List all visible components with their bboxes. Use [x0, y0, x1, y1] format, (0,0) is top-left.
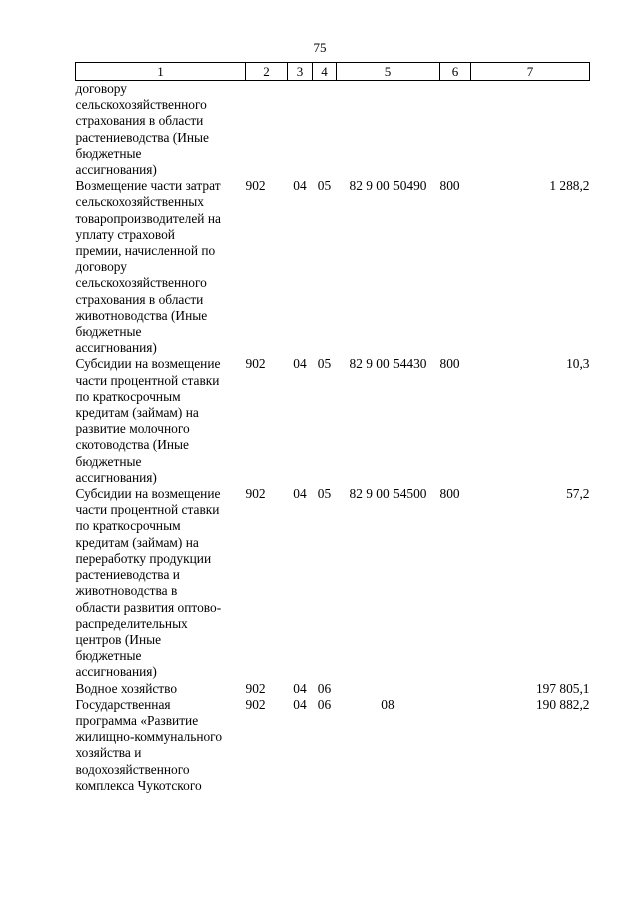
row-expense-type: [440, 697, 471, 794]
budget-table: [75, 62, 590, 794]
header-col-1: 1: [76, 63, 246, 81]
table-row: [76, 178, 590, 356]
row-gov-code: 902: [245, 486, 266, 502]
row-target-article: 08: [381, 696, 395, 712]
row-expense-type: 800: [439, 178, 460, 194]
row-target-article: [337, 681, 440, 697]
row-name: Субсидии на возмещение части процентной ставки по краткосрочным кредитам (займам) на развитие молочного скотоводства (Иные бюджетные ассигнования): [75, 356, 221, 485]
header-col-6: 6: [440, 63, 471, 81]
row-section: 04: [293, 680, 307, 696]
row-gov-code: 902: [245, 696, 266, 712]
row-name: Возмещение части затрат сельскохозяйственных товаропроизводителей на уплату страховой премии, начисленной по договору сельскохозяйственного страхования в области животноводства (Иные бюджетные ассигнования): [75, 178, 221, 356]
table-row: [76, 486, 590, 680]
row-target-article: 82 9 00 54500: [349, 486, 427, 502]
table-body: [76, 81, 590, 794]
row-section: 04: [293, 356, 307, 372]
header-col-2: 2: [246, 63, 288, 81]
page-number: 75: [313, 40, 327, 55]
row-amount: 10,3: [566, 356, 590, 372]
row-target-article: 82 9 00 50490: [349, 178, 427, 194]
row-gov-code: 902: [245, 680, 266, 696]
row-subsection: 05: [317, 486, 332, 502]
header-col-4: 4: [313, 63, 337, 81]
row-subsection: [313, 81, 337, 179]
row-name: договору сельскохозяйственного страхования в области растениеводства (Иные бюджетные ассигнования): [75, 81, 209, 178]
table-header: [76, 63, 590, 81]
row-name: Субсидии на возмещение части процентной ставки по краткосрочным кредитам (займам) на переработку продукции растениеводства и животноводства в области развития оптово- распределительных центров (Иные бюджетные ассигнования): [75, 486, 222, 680]
row-gov-code: 902: [245, 178, 266, 194]
row-target-article: 82 9 00 54430: [349, 356, 427, 372]
row-amount: [471, 81, 590, 179]
row-gov-code: [246, 81, 288, 179]
row-section: 04: [293, 486, 307, 502]
row-amount: 1 288,2: [549, 178, 590, 194]
row-subsection: 06: [317, 696, 332, 712]
row-section: 04: [293, 696, 307, 712]
header-col-7: 7: [471, 63, 590, 81]
row-section: [288, 81, 313, 179]
row-subsection: 05: [317, 356, 332, 372]
row-target-article: [337, 81, 440, 179]
row-name: Государственная программа «Развитие жилищно-коммунального хозяйства и водохозяйственного комплекса Чукотского: [75, 696, 223, 793]
row-subsection: 05: [317, 178, 332, 194]
table-row: [76, 697, 590, 794]
row-gov-code: 902: [245, 356, 266, 372]
header-row: [76, 63, 590, 81]
row-amount: 190 882,2: [535, 696, 590, 712]
table-row: [76, 681, 590, 697]
row-amount: 57,2: [566, 486, 590, 502]
row-expense-type: 800: [439, 356, 460, 372]
table-row: [76, 81, 590, 179]
row-expense-type: [440, 81, 471, 179]
header-col-5: 5: [337, 63, 440, 81]
row-expense-type: 800: [439, 486, 460, 502]
header-col-3: 3: [288, 63, 313, 81]
row-name: Водное хозяйство: [75, 680, 178, 696]
row-expense-type: [440, 681, 471, 697]
row-section: 04: [293, 178, 307, 194]
row-subsection: 06: [317, 680, 332, 696]
table-row: [76, 356, 590, 486]
row-amount: 197 805,1: [535, 680, 590, 696]
